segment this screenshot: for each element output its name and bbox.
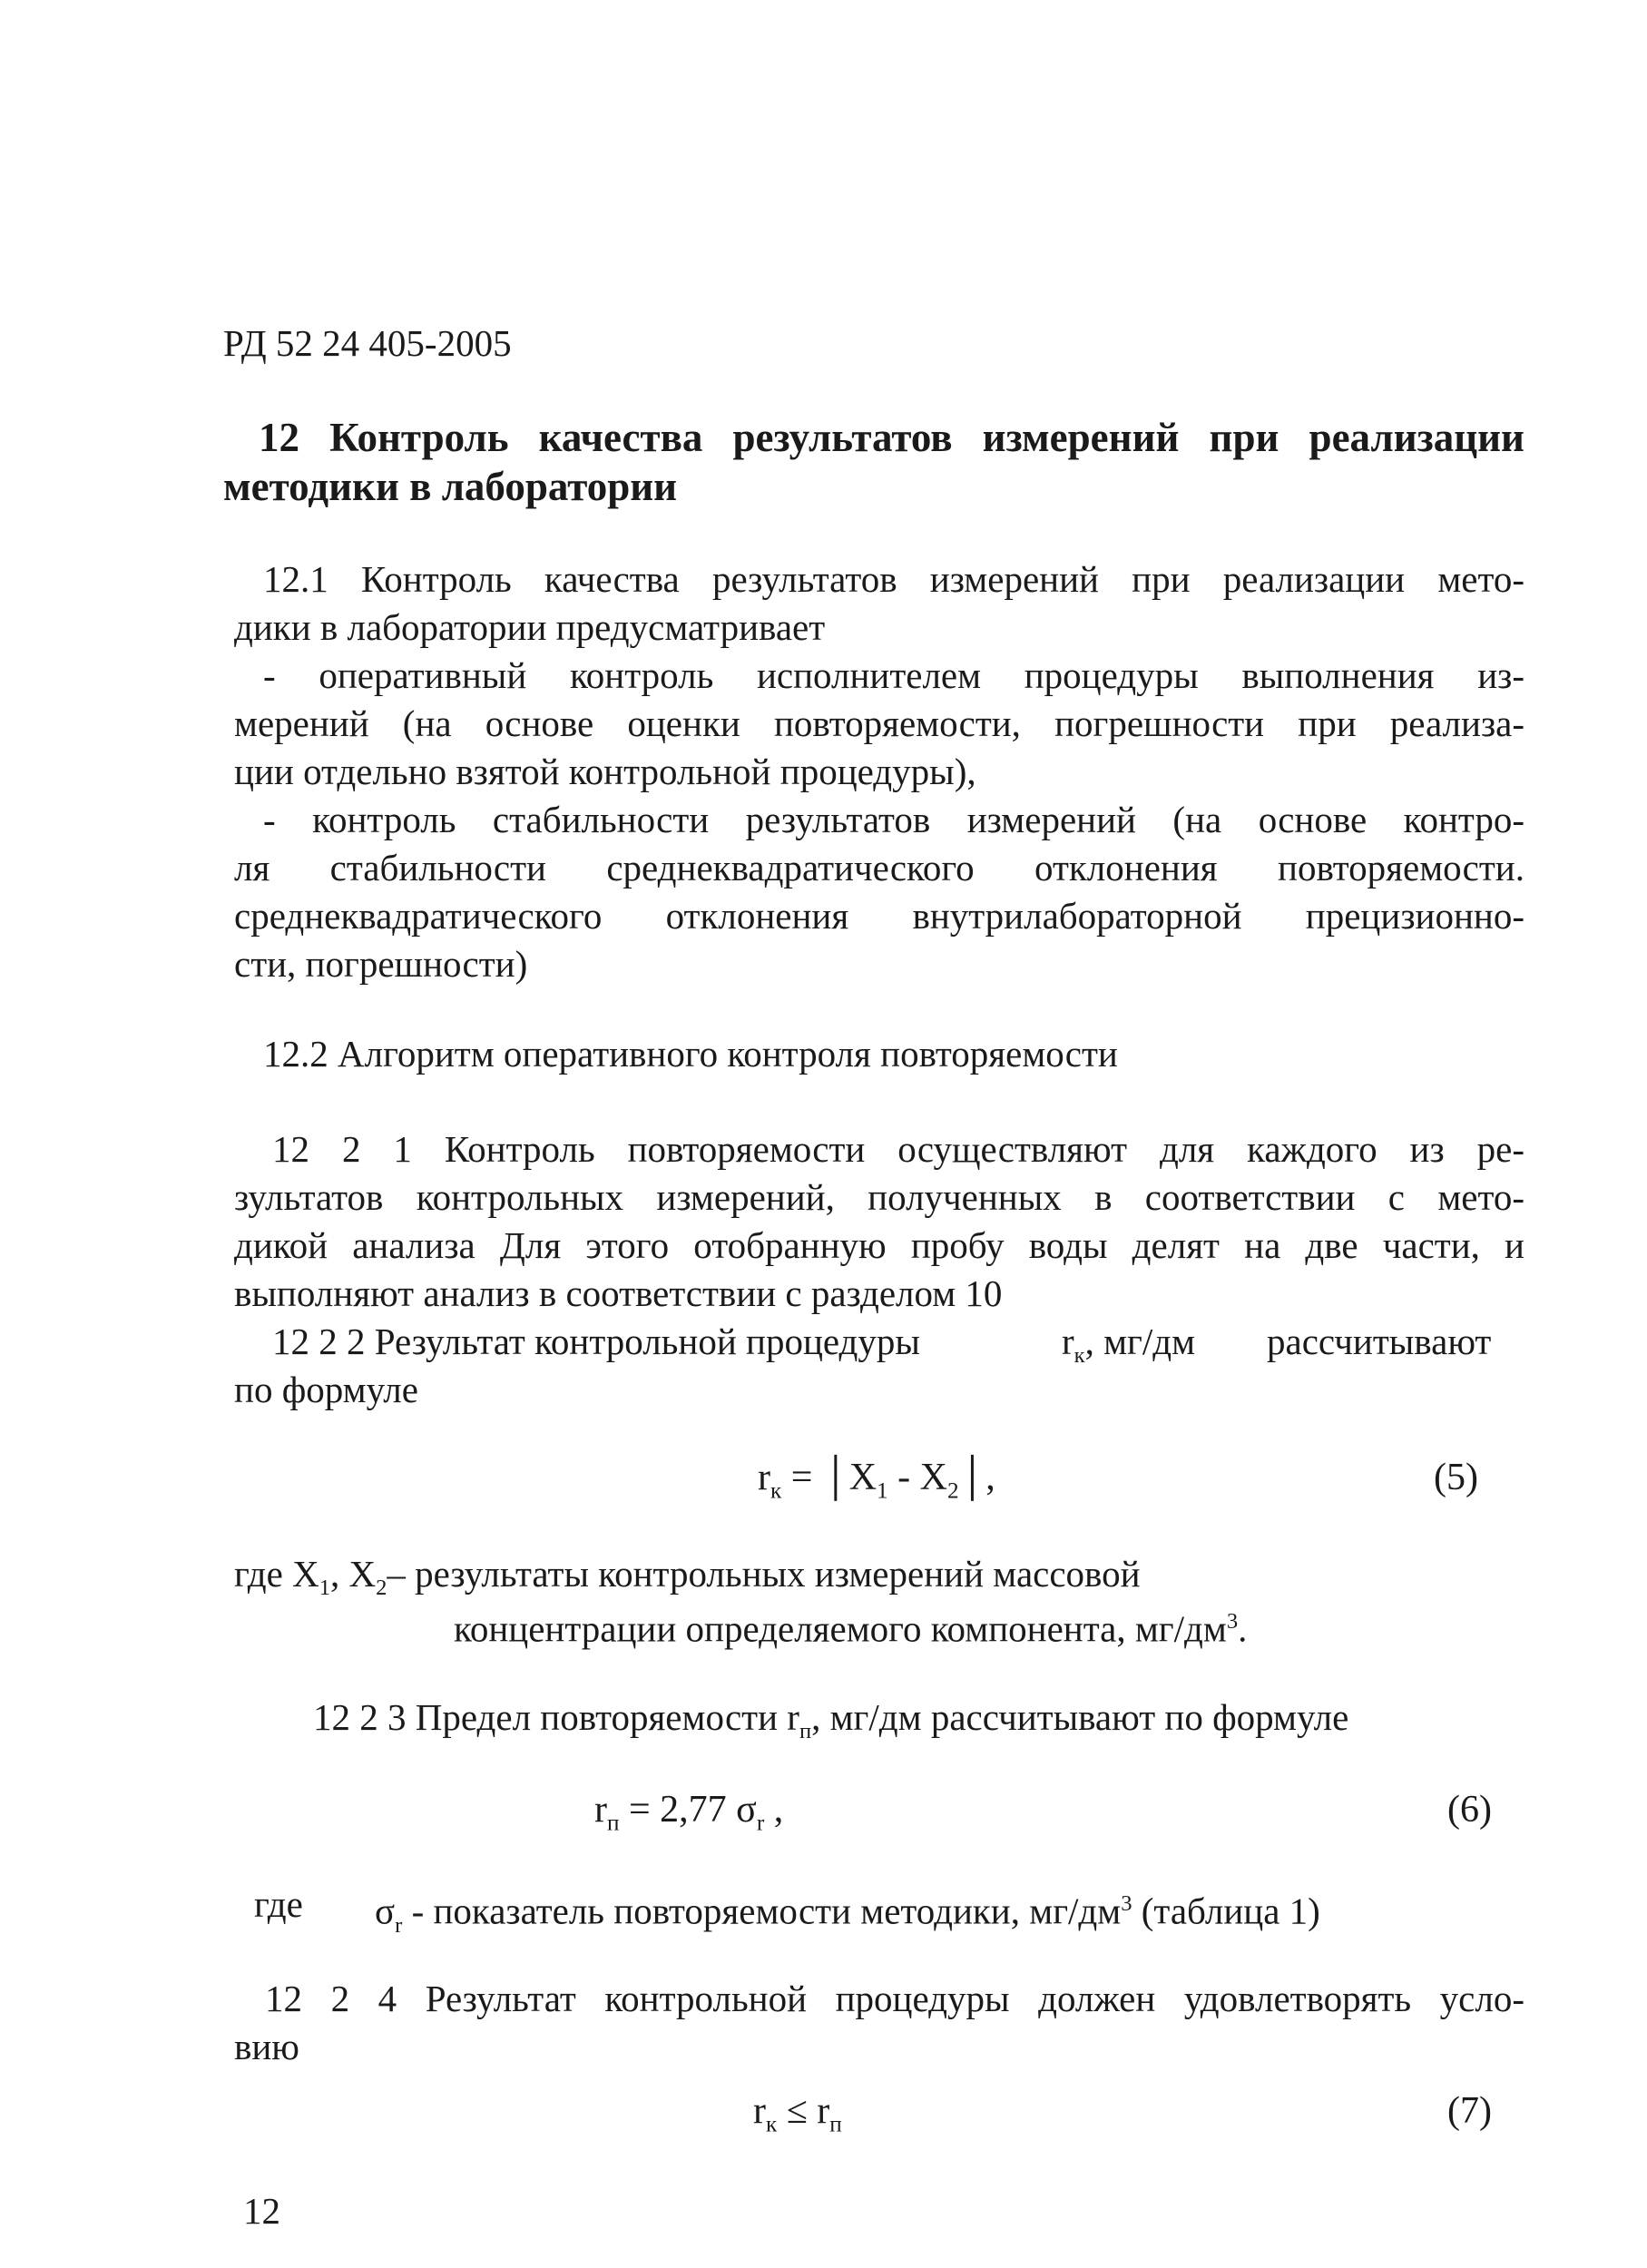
- p12-2-1-line-2: зультатов контрольных измерений, полученных в соответствии с мето-: [234, 1176, 1524, 1218]
- p12-2-2-line-1-d: рассчитывают: [1267, 1321, 1492, 1362]
- section-title-line-2: методики в лаборатории: [223, 464, 678, 509]
- p12-1-line-7: ля стабильности среднеквадратического отклонения повторяемости.: [234, 847, 1524, 889]
- where5-end: .: [1238, 1607, 1248, 1650]
- equation-5: [758, 1454, 995, 1515]
- where5-x2-sub: 2: [376, 1576, 387, 1601]
- p12-2-1-line-4: выполняют анализ в соответствии с разделом 10: [234, 1272, 1003, 1314]
- p12-1-line-5: ции отдельно взятой контрольной процедуры),: [234, 751, 976, 792]
- eq5-mid: - X: [887, 1457, 947, 1498]
- eq7-rhs-sub: п: [829, 2112, 842, 2137]
- eq5-rhs: = │X: [790, 1457, 877, 1498]
- sigma-symbol: σ: [375, 1890, 396, 1932]
- p12-1-line-6: - контроль стабильности результатов измерений (на основе контро-: [263, 799, 1524, 840]
- unit-mg-dm: , мг/дм: [1084, 1321, 1196, 1362]
- where6-text: - показатель повторяемости методики, мг/дм: [402, 1890, 1122, 1932]
- p12-2-3-sub: п: [799, 1719, 812, 1744]
- eq5-lhs-sub: к: [770, 1478, 782, 1504]
- eq5-x1-sub: 1: [877, 1478, 888, 1504]
- p12-2-4-line-2: вию: [234, 2026, 299, 2067]
- where5-lead: где X: [234, 1553, 319, 1595]
- p12-1-line-8: среднеквадратического отклонения внутрилабораторной прецизионно-: [234, 895, 1524, 937]
- p12-1-line-9: сти, погрешности): [234, 943, 528, 985]
- eq6-lhs: r: [594, 1789, 607, 1831]
- p12-2-1-line-1: 12 2 1 Контроль повторяемости осуществляют для каждого из ре-: [272, 1128, 1524, 1170]
- section-title-line-1: 12 Контроль качества результатов измерений при реализации: [259, 415, 1524, 460]
- p12-1-line-1: 12.1 Контроль качества результатов измерений при реализации мето-: [263, 558, 1524, 600]
- p12-2-2-line-2: по формуле: [234, 1369, 418, 1410]
- p12-2-heading: 12.2 Алгоритм оперативного контроля повторяемости: [263, 1033, 1118, 1075]
- eq6-lhs-sub: п: [607, 1811, 620, 1836]
- eq5-x2-sub: 2: [946, 1478, 959, 1504]
- p12-2-3-a: 12 2 3 Предел повторяемости r: [313, 1696, 799, 1738]
- p12-1-line-4: мерений (на основе оценки повторяемости, погрешности при реализа-: [234, 702, 1524, 744]
- doc-code: РД 52 24 405-2005: [223, 322, 512, 364]
- where-6-line: [375, 1880, 1320, 1949]
- p12-2-2-line-1-symbol: [1062, 1318, 1195, 1379]
- eq7-lhs: r: [753, 2090, 766, 2132]
- equation-7: [753, 2087, 842, 2148]
- rk-symbol: r: [1062, 1321, 1074, 1362]
- p12-2-1-line-3: дикой анализа Для этого отобранную пробу воды делят на две части, и: [234, 1224, 1524, 1266]
- p12-1-line-3: - оперативный контроль исполнителем процедуры выполнения из-: [263, 654, 1524, 696]
- eq7-op: ≤ r: [777, 2090, 830, 2132]
- p12-1-line-2: дики в лаборатории предусматривает: [234, 606, 826, 648]
- where5-sup: 3: [1226, 1609, 1239, 1634]
- eq6-end: ,: [764, 1789, 784, 1831]
- where-6-lead: где: [254, 1883, 303, 1925]
- p12-2-4-line-1: 12 2 4 Результат контрольной процедуры должен удовлетворять усло-: [265, 1978, 1524, 2019]
- eq5-lhs: r: [758, 1457, 770, 1498]
- where5-x1-sub: 1: [319, 1576, 330, 1601]
- p12-2-3-line: [313, 1694, 1348, 1755]
- where-5-line-2: [454, 1598, 1247, 1653]
- where6-sup: 3: [1121, 1891, 1132, 1916]
- where5-text2: концентрации определяемого компонента, мг/дм: [454, 1607, 1227, 1650]
- p12-2-2-line-1-a: 12 2 2 Результат контрольной процедуры: [272, 1321, 920, 1362]
- equation-6-number: (6): [1447, 1789, 1492, 1831]
- page-number: 12: [243, 2190, 280, 2232]
- sigma-sub: r: [395, 1912, 403, 1938]
- where5-text1: – результаты контрольных измерений массовой: [387, 1553, 1141, 1595]
- equation-7-number: (7): [1447, 2090, 1492, 2132]
- equation-6: [594, 1786, 783, 1847]
- where6-end: (таблица 1): [1132, 1890, 1320, 1932]
- where5-comma: , X: [330, 1553, 377, 1595]
- eq5-end: │,: [958, 1457, 995, 1498]
- equation-5-number: (5): [1434, 1457, 1478, 1498]
- eq6-rhs: = 2,77 σ: [619, 1789, 757, 1831]
- p12-2-3-b: , мг/дм рассчитывают по формуле: [811, 1696, 1349, 1738]
- eq6-rhs-sub: r: [756, 1811, 765, 1836]
- rk-subscript: к: [1073, 1343, 1085, 1369]
- eq7-lhs-sub: к: [766, 2112, 778, 2137]
